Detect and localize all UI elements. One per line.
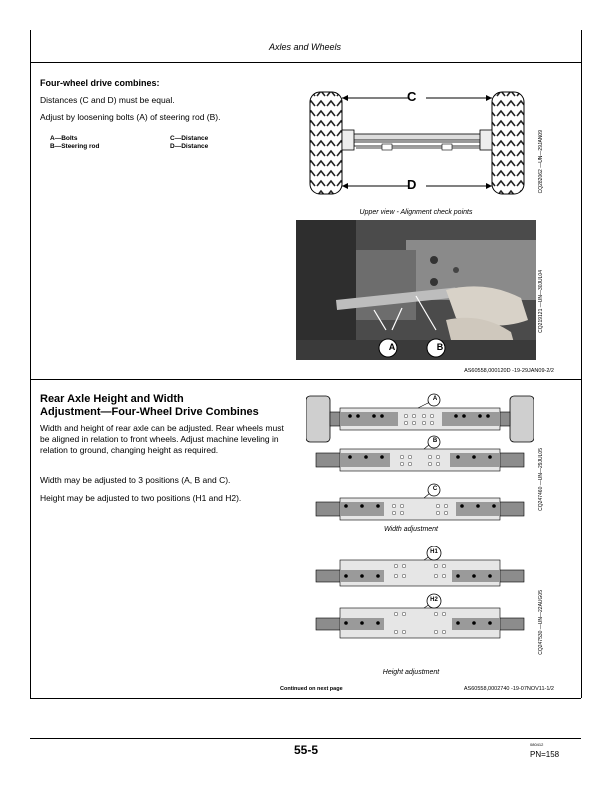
legend-c: C—Distance: [170, 135, 209, 142]
callout-a-photo: A: [388, 342, 396, 352]
section2-title-line1: Rear Axle Height and Width: [40, 393, 184, 405]
width-label-b: B: [432, 438, 438, 444]
width-fig-code: CQ247460 —UN—29JUL05: [538, 448, 544, 511]
header-divider: [30, 62, 581, 63]
section1-para2: Adjust by loosening bolts (A) of steering rod (B).: [40, 112, 221, 122]
width-adjustment-diagram: [306, 388, 534, 538]
section2-para2: Width may be adjusted to 3 positions (A, B and C).: [40, 475, 231, 485]
height-adjustment-diagram: [306, 546, 534, 646]
section2-ref: AS60558,0002740 -19-07NOV11-1/2: [463, 686, 554, 692]
fig1-caption: Upper view - Alignment check points: [359, 209, 473, 216]
section1-ref: AS60558,000120D -19-29JAN09-2/2: [464, 368, 554, 374]
section1-title: Four-wheel drive combines:: [40, 78, 160, 88]
bottom-divider: [30, 698, 581, 699]
legend-d: D—Distance: [170, 143, 209, 150]
footer-pn: PN=158: [530, 750, 560, 759]
fig1-code: CQ282062 —UN—29JAN09: [538, 130, 544, 194]
page-header-title: Axles and Wheels: [268, 42, 342, 52]
width-label-a: A: [432, 396, 438, 402]
callout-d: D: [407, 177, 417, 192]
continued-note: Continued on next page: [280, 686, 343, 692]
page-number: 55-5: [293, 743, 319, 757]
height-label-h1: H1: [430, 549, 438, 555]
height-position-h1: [316, 546, 524, 586]
section2-para3: Height may be adjusted to two positions (H1 and H2).: [40, 493, 242, 503]
steering-rod-photo: [296, 220, 536, 360]
footer-line: [30, 738, 581, 739]
height-position-h2: [316, 594, 524, 638]
legend-b: B—Steering rod: [50, 143, 100, 150]
left-wheel: [310, 92, 342, 194]
callout-c: C: [407, 89, 417, 104]
width-caption: Width adjustment: [383, 526, 439, 533]
footer-small-code: 080412: [530, 742, 544, 747]
section-divider: [30, 379, 581, 380]
callout-b-photo: B: [436, 342, 444, 352]
width-position-a: [306, 394, 534, 442]
section1-para1: Distances (C and D) must be equal.: [40, 95, 175, 105]
height-fig-code: CQ247530 —UN—22AUG05: [538, 590, 544, 655]
right-wheel: [492, 92, 524, 194]
height-caption: Height adjustment: [382, 669, 440, 676]
height-label-h2: H2: [430, 597, 438, 603]
width-position-b: [316, 436, 524, 471]
width-position-c: [316, 484, 524, 520]
section2-para1: Width and height of rear axle can be adjusted. Rear wheels must be aligned in relation to front wheels. Adjust machine leveling in relation to ground, changing height as required.: [40, 423, 284, 455]
fig2-code: CQ219121 —UN—30JUL04: [538, 270, 544, 333]
width-label-c: C: [432, 486, 438, 492]
section2-title-line2: Adjustment—Four-Wheel Drive Combines: [40, 406, 259, 418]
legend-a: A—Bolts: [50, 135, 78, 142]
